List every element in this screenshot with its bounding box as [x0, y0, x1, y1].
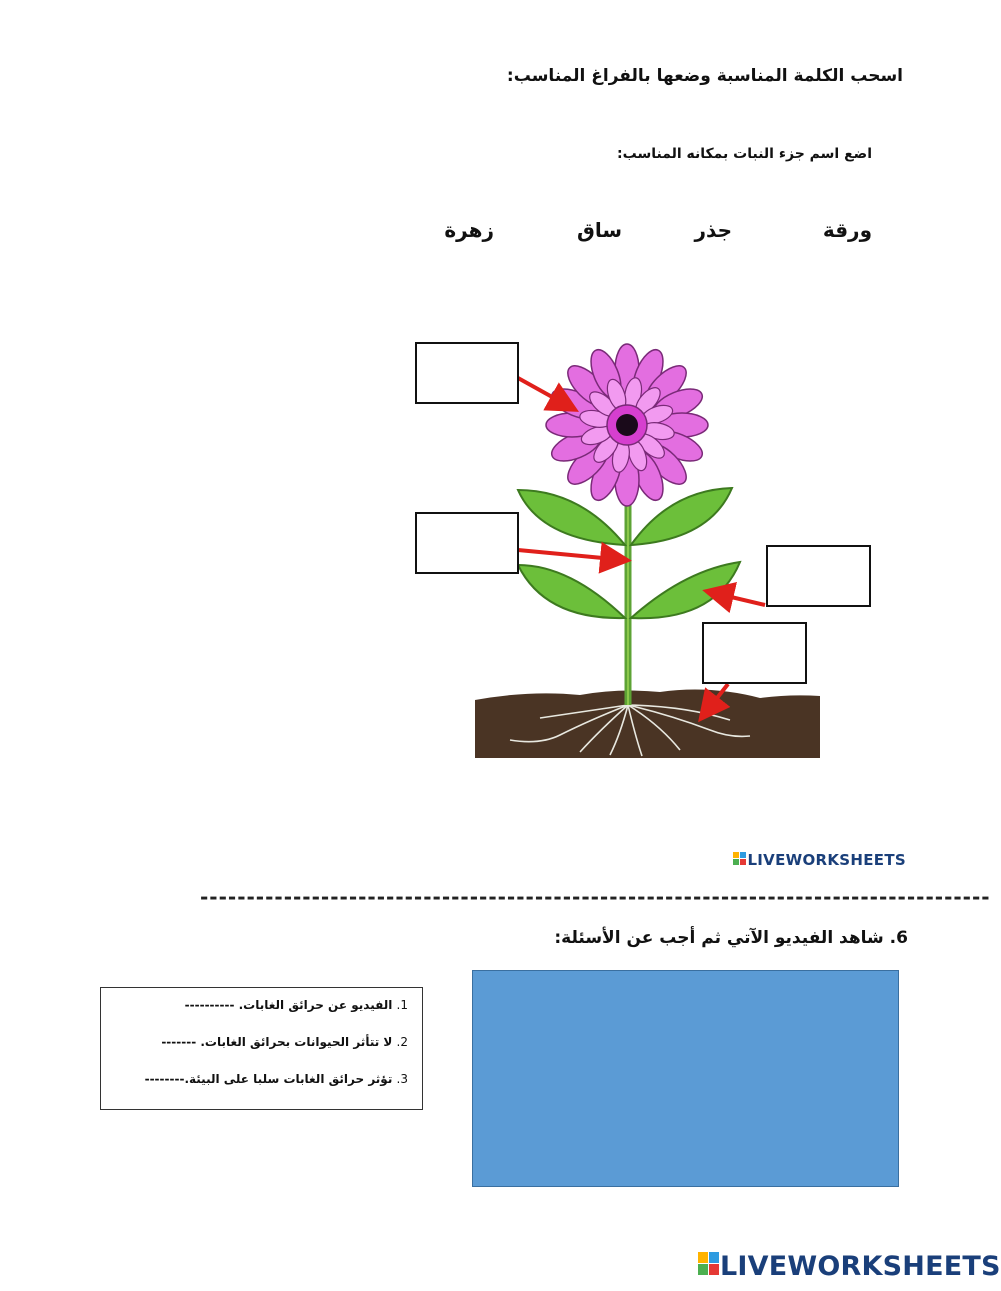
question-6-title: 6. شاهد الفيديو الآتي ثم أجب عن الأسئلة: — [554, 928, 908, 948]
section-divider: ------------------------------------------------------------------------------------- — [200, 885, 991, 909]
liveworksheets-wordmark-small: LIVEWORKSHEETS — [747, 851, 906, 869]
stem-label-box[interactable] — [415, 512, 519, 574]
question-item-1-number: 1. — [396, 998, 408, 1012]
word-flower[interactable]: زهرة — [444, 218, 494, 242]
stem-arrow — [518, 550, 624, 560]
question-box — [100, 987, 423, 1110]
question-item-2-number: 2. — [396, 1035, 408, 1049]
question-item-3-number: 3. — [396, 1072, 408, 1086]
flower-label-box[interactable] — [415, 342, 519, 404]
question-item-3-text: تؤثر حرائق الغابات سلبا على البيئة.-------- — [144, 1072, 393, 1086]
liveworksheets-logo-small — [733, 851, 906, 870]
liveworksheets-wordmark: LIVEWORKSHEETS — [720, 1251, 1001, 1282]
question-item-1 — [185, 998, 408, 1012]
question-item-1-text: الفيديو عن حرائق الغابات. ---------- — [184, 998, 393, 1012]
question-item-2 — [161, 1035, 408, 1049]
liveworksheets-icon-large — [698, 1252, 720, 1283]
question-item-2-text: لا تتأثر الحيوانات بحرائق الغابات. ------- — [161, 1035, 393, 1049]
root-arrow — [703, 684, 728, 716]
liveworksheets-logo — [698, 1251, 1001, 1283]
word-stem[interactable]: ساق — [576, 218, 622, 242]
liveworksheets-icon — [733, 852, 747, 870]
word-root[interactable]: جذر — [694, 218, 732, 242]
flower-arrow — [518, 378, 572, 408]
root-label-box[interactable] — [702, 622, 807, 684]
leaf-arrow — [710, 592, 765, 605]
video-player[interactable] — [472, 970, 899, 1187]
instruction-title: اسحب الكلمة المناسبة وضعها بالفراغ المناسب: — [506, 66, 903, 86]
question-item-3 — [145, 1072, 408, 1086]
leaf-label-box[interactable] — [766, 545, 871, 607]
word-leaf[interactable]: ورقة — [822, 218, 872, 242]
instruction-subtitle: اضع اسم جزء النبات بمكانه المناسب: — [617, 146, 872, 162]
